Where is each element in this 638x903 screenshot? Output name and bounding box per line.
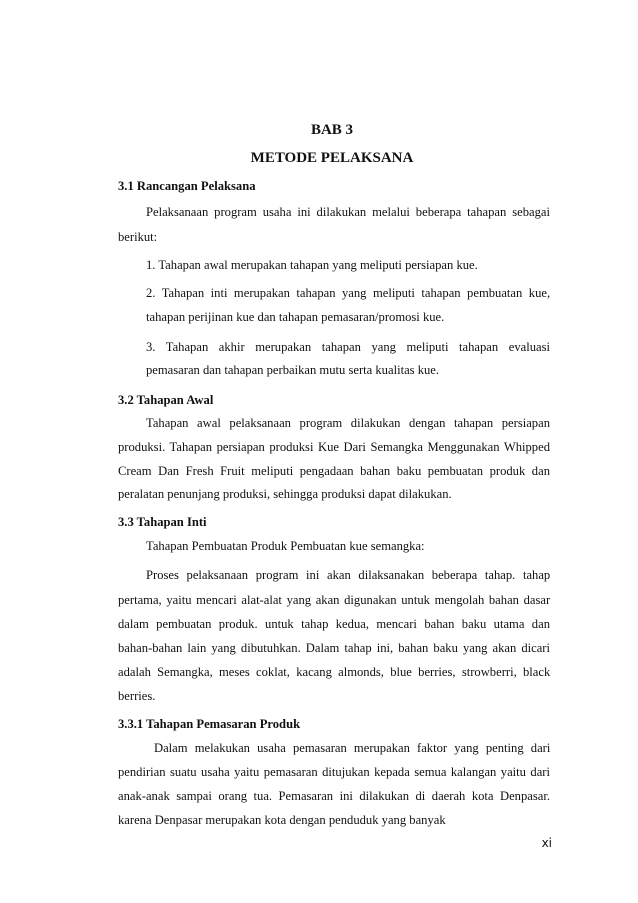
section-heading-3-2: 3.2 Tahapan Awal xyxy=(118,393,214,407)
list-item: 3. Tahapan akhir merupakan tahapan yang meliputi tahapan evaluasi xyxy=(146,340,550,354)
paragraph-line: Pelaksanaan program usaha ini dilakukan melalui beberapa tahapan sebagai xyxy=(146,205,550,219)
page-number: xi xyxy=(541,836,552,850)
paragraph-line: Tahapan Pembuatan Produk Pembuatan kue semangka: xyxy=(146,539,425,553)
paragraph-line: anak-anak sampai orang tua. Pemasaran ini dilakukan di daerah kota Denpasar. xyxy=(118,789,550,803)
paragraph-line: pertama, yaitu mencari alat-alat yang akan digunakan untuk mengolah bahan dasar xyxy=(118,593,551,607)
section-heading-3-1: 3.1 Rancangan Pelaksana xyxy=(118,179,256,193)
paragraph-line: bahan-bahan lain yang dibutuhkan. Dalam tahap ini, bahan baku yang akan dicari xyxy=(118,641,550,655)
paragraph-line: produksi. Tahapan persiapan produksi Kue Dari Semangka Menggunakan Whipped xyxy=(118,440,550,454)
paragraph-line: Proses pelaksanaan program ini akan dilaksanakan beberapa tahap. tahap xyxy=(146,568,551,582)
paragraph-line: dalam pembuatan produk. untuk tahap kedua, mencari bahan baku utama dan xyxy=(118,617,550,631)
chapter-number: BAB 3 xyxy=(310,122,354,138)
paragraph-line: pendirian suatu usaha yaitu pemasaran ditujukan kepada semua kalangan yaitu dari xyxy=(118,765,550,779)
list-item: 2. Tahapan inti merupakan tahapan yang meliputi tahapan pembuatan kue, xyxy=(146,286,551,300)
section-heading-3-3: 3.3 Tahapan Inti xyxy=(118,515,207,529)
paragraph-line: Dalam melakukan usaha pemasaran merupakan faktor yang penting dari xyxy=(154,741,551,755)
list-item: 1. Tahapan awal merupakan tahapan yang meliputi persiapan kue. xyxy=(146,258,478,272)
paragraph-line: Cream Dan Fresh Fruit meliputi pengadaan bahan baku pembuatan produk dan xyxy=(118,464,550,478)
paragraph-line: Tahapan awal pelaksanaan program dilakukan dengan tahapan persiapan xyxy=(146,416,550,430)
paragraph-line: berries. xyxy=(118,689,156,703)
paragraph-line: berikut: xyxy=(118,230,158,244)
paragraph-line: peralatan penunjang produksi, sehingga produksi dapat dilakukan. xyxy=(118,487,452,501)
list-item-continuation: tahapan perijinan kue dan tahapan pemasaran/promosi kue. xyxy=(146,310,445,324)
list-item-continuation: pemasaran dan tahapan perbaikan mutu serta kualitas kue. xyxy=(146,363,440,377)
paragraph-line: karena Denpasar merupakan kota dengan penduduk yang banyak xyxy=(118,813,446,827)
section-heading-3-3-1: 3.3.1 Tahapan Pemasaran Produk xyxy=(118,717,301,731)
chapter-title: METODE PELAKSANA xyxy=(250,150,414,166)
paragraph-line: adalah Semangka, meses coklat, kacang almonds, blue berries, strowberri, black xyxy=(118,665,551,679)
